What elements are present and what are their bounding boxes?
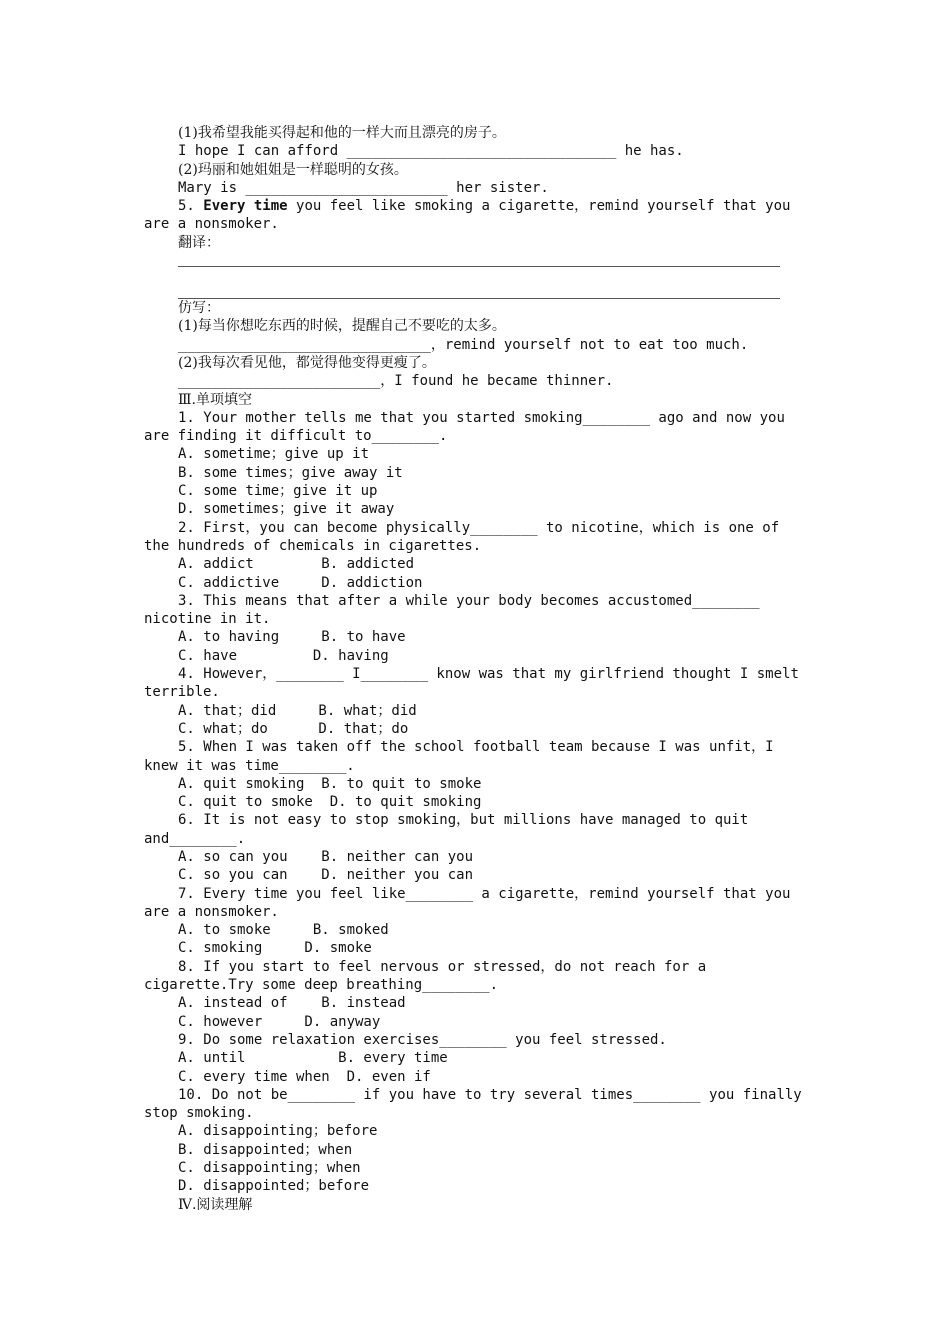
question-6-options-ab: A. so can you B. neither can you — [178, 848, 474, 865]
item-5-sentence — [144, 197, 808, 215]
imitate-prompt-1: (1)每当你想吃东西的时候，提醒自己不要吃的太多。 — [178, 318, 506, 335]
question-7-options-cd: C. smoking D. smoke — [178, 940, 372, 957]
imitate-sentence-1: ______________________________，remind yourself not to eat too much. — [178, 336, 749, 353]
question-6-stem-cont: and________. — [144, 830, 246, 847]
imitate-prompt-2: (2)我每次看见他，都觉得他变得更瘦了。 — [178, 354, 436, 371]
question-9-options-ab: A. until B. every time — [178, 1050, 448, 1067]
question-6-options-cd: C. so you can D. neither you can — [178, 867, 474, 884]
question-2-stem-cont: the hundreds of chemicals in cigarettes. — [144, 537, 482, 554]
item-5-sentence-cont: are a nonsmoker. — [144, 216, 279, 233]
question-7-stem-cont: are a nonsmoker. — [144, 903, 279, 920]
question-3-stem: 3. This means that after a while your body becomes accustomed________ — [178, 592, 760, 609]
question-8-options-cd: C. however D. anyway — [178, 1013, 381, 1030]
question-7-stem: 7. Every time you feel like________ a cigarette，remind yourself that you — [178, 885, 791, 902]
question-8-stem: 8. If you start to feel nervous or stressed，do not reach for a — [178, 958, 707, 975]
question-7-options-ab: A. to smoke B. smoked — [178, 922, 389, 939]
question-9-stem: 9. Do some relaxation exercises________ you feel stressed. — [178, 1031, 667, 1048]
question-10-option-c: C. disappointing；when — [178, 1160, 361, 1177]
question-2-options-ab: A. addict B. addicted — [178, 556, 415, 573]
question-1-stem-cont: are finding it difficult to________. — [144, 428, 448, 445]
question-9-options-cd: C. every time when D. even if — [178, 1068, 431, 1085]
question-2-options-cd: C. addictive D. addiction — [178, 574, 423, 591]
question-1-option-a: A. sometime；give up it — [178, 446, 370, 463]
question-4-stem: 4. However，________ I________ know was that my girlfriend thought I smelt — [178, 666, 799, 683]
section-4-heading: Ⅳ.阅读理解 — [178, 1196, 253, 1213]
question-4-stem-cont: terrible. — [144, 684, 220, 701]
question-10-stem-cont: stop smoking. — [144, 1105, 254, 1122]
question-10-option-b: B. disappointed；when — [178, 1141, 353, 1158]
item-5-keyphrase: Every time — [203, 198, 288, 215]
fill-sentence-2: Mary is ________________________ her sister. — [178, 179, 549, 196]
imitate-sentence-2: ________________________，I found he became thinner. — [178, 373, 614, 390]
question-1-option-b: B. some times；give away it — [178, 464, 403, 481]
translate-label: 翻译： — [178, 234, 220, 251]
question-10-option-d: D. disappointed；before — [178, 1178, 370, 1195]
section-3-heading: Ⅲ.单项填空 — [178, 391, 252, 408]
question-8-options-ab: A. instead of B. instead — [178, 995, 406, 1012]
question-5-options-ab: A. quit smoking B. to quit to smoke — [178, 775, 482, 792]
question-1-option-c: C. some time；give it up — [178, 483, 378, 500]
fill-sentence-1: I hope I can afford ________________________________ he has. — [178, 143, 684, 160]
translation-prompt-1: (1)我希望我能买得起和他的一样大而且漂亮的房子。 — [178, 125, 506, 141]
question-4-options-ab: A. that；did B. what；did — [178, 702, 417, 719]
question-10-stem: 10. Do not be________ if you have to try several times________ you finally — [178, 1086, 802, 1103]
question-3-options-cd: C. have D. having — [178, 647, 389, 664]
question-5-options-cd: C. quit to smoke D. to quit smoking — [178, 794, 482, 811]
document-content — [144, 124, 808, 1214]
question-6-stem: 6. It is not easy to stop smoking，but millions have managed to quit — [178, 812, 749, 829]
question-3-stem-cont: nicotine in it. — [144, 611, 271, 628]
item-5-text: you feel like smoking a cigarette，remind yourself that you — [287, 198, 791, 215]
translation-prompt-2: (2)玛丽和她姐姐是一样聪明的女孩。 — [178, 161, 408, 178]
question-10-option-a: A. disappointing；before — [178, 1123, 378, 1140]
imitate-label: 仿写： — [178, 300, 220, 317]
question-4-options-cd: C. what；do D. that；do — [178, 720, 409, 737]
answer-line-1 — [178, 252, 780, 267]
item-5-number: 5. — [178, 198, 204, 215]
answer-line-2 — [178, 284, 780, 299]
question-5-stem-cont: knew it was time________. — [144, 757, 355, 774]
question-3-options-ab: A. to having B. to have — [178, 629, 406, 646]
question-5-stem: 5. When I was taken off the school football team because I was unfit，I — [178, 739, 774, 756]
question-1-stem: 1. Your mother tells me that you started smoking________ ago and now you — [178, 409, 785, 426]
question-8-stem-cont: cigarette.Try some deep breathing________. — [144, 977, 499, 994]
question-1-option-d: D. sometimes；give it away — [178, 501, 395, 518]
question-2-stem: 2. First，you can become physically________ to nicotine，which is one of — [178, 519, 780, 536]
